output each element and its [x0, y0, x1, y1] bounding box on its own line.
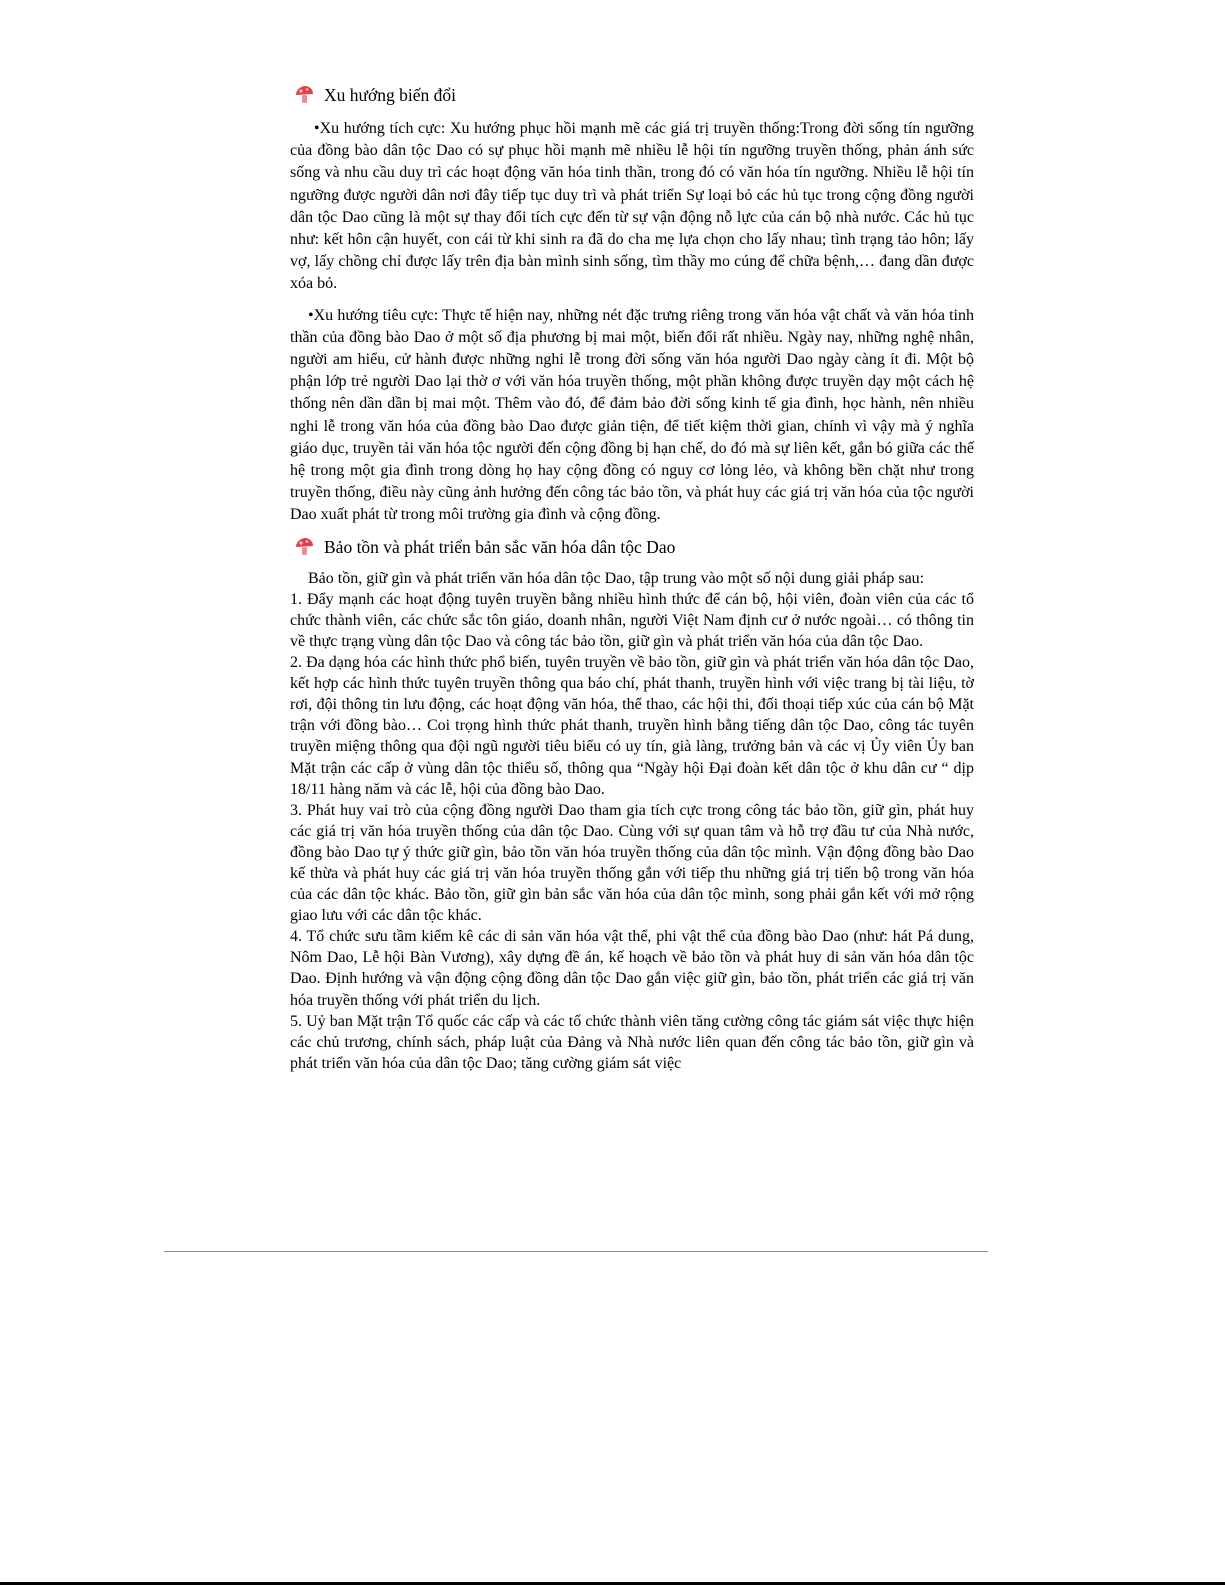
- list-item: 2. Đa dạng hóa các hình thức phổ biến, tuyên truyền về bảo tồn, giữ gìn và phát triển văn hóa dân tộc Dao, kết hợp các hình thức tuyên truyền thông qua báo chí, phát thanh, truyền hình với việc trang bị tài liệu, tờ rơi, đội thông tin lưu động, các hoạt động văn hóa, thể thao, các hội thi, đối thoại tiếp xúc của cán bộ Mặt trận với đồng bào… Coi trọng hình thức phát thanh, truyền hình bằng tiếng dân tộc Dao, công tác tuyên truyền miệng thông qua đội ngũ người tiêu biểu có uy tín, già làng, trưởng bản và các vị Ủy viên Ủy ban Mặt trận các cấp ở vùng dân tộc thiểu số, thông qua “Ngày hội Đại đoàn kết dân tộc ở khu dân cư “ dịp 18/11 hàng năm và các lễ, hội của đồng bào Dao.: [290, 654, 974, 798]
- paragraph-positive-trend: •Xu hướng tích cực: Xu hướng phục hồi mạnh mẽ các giá trị truyền thống:Trong đời sống tín ngưỡng của đồng bào dân tộc Dao có sự phục hồi mạnh mẽ nhiều lễ hội tín ngưỡng truyền thống, phản ánh sức sống và nhu cầu duy trì các hoạt động văn hóa tinh thần, trong đó có văn hóa tín ngưỡng. Nhiều lễ hội tín ngưỡng được người dân nơi đây tiếp tục duy trì và phát triển Sự loại bỏ các hủ tục trong cộng đồng người dân tộc Dao cũng là một sự thay đổi tích cực đến từ sự vận động nỗ lực của cán bộ nhà nước. Các hủ tục như: kết hôn cận huyết, con cái từ khi sinh ra đã do cha mẹ lựa chọn cho lấy nhau; tình trạng tảo hôn; lấy vợ, lấy chồng chỉ được lấy trên địa bàn mình sinh sống, tìm thầy mo cúng để chữa bệnh,… đang dần được xóa bỏ.: [290, 120, 974, 293]
- paragraph-negative-trend: •Xu hướng tiêu cực: Thực tế hiện nay, những nét đặc trưng riêng trong văn hóa vật chất và văn hóa tinh thần của đồng bào Dao ở một số địa phương bị mai một, biến đổi rất nhiều. Ngày nay, những nghệ nhân, người am hiểu, cử hành được những nghi lễ trong đời sống văn hóa người Dao ngày càng ít đi. Một bộ phận lớp trẻ người Dao lại thờ ơ với văn hóa truyền thống, một phần không được truyền dạy một cách hệ thống nên dần dần bị mai một. Thêm vào đó, để đảm bảo đời sống kinh tế gia đình, học hành, nên nhiều nghi lễ trong văn hóa của đồng bào Dao được giản tiện, để tiết kiệm thời gian, chính vì vậy mà ý nghĩa giáo dục, truyền tải văn hóa tộc người đến cộng đồng bị hạn chế, do đó mà sự liên kết, gắn bó giữa các thế hệ trong một gia đình trong dòng họ hay cộng đồng có nguy cơ lỏng lẻo, và không bền chặt như trong truyền thống, điều này cũng ảnh hưởng đến công tác bảo tồn, và phát huy các giá trị văn hóa của tộc người Dao xuất phát từ trong môi trường gia đình và cộng đồng.: [290, 306, 974, 524]
- mushroom-bullet-icon: [294, 85, 314, 105]
- section-heading-preservation: [290, 534, 974, 560]
- list-item: 1. Đẩy mạnh các hoạt động tuyên truyền bằng nhiều hình thức để cán bộ, hội viên, đoàn viên của các tổ chức thành viên, các chức sắc tôn giáo, doanh nhân, người Việt Nam định cư ở nước ngoài… có thông tin về thực trạng vùng dân tộc Dao và công tác bảo tồn, giữ gìn và phát triển văn hóa của dân tộc Dao.: [290, 590, 974, 650]
- list-item: 4. Tổ chức sưu tầm kiểm kê các di sản văn hóa vật thể, phi vật thể của đồng bào Dao (như: hát Pá dung, Nôm Dao, Lễ hội Bàn Vương), xây dựng đề án, kế hoạch về bảo tồn và phát huy di sản văn hóa dân tộc Dao. Định hướng và vận động cộng đồng dân tộc Dao gắn việc giữ gìn, bảo tồn, phát triển các giá trị văn hóa truyền thống với phát triển du lịch.: [290, 928, 974, 1009]
- list-item: 3. Phát huy vai trò của cộng đồng người Dao tham gia tích cực trong công tác bảo tồn, giữ gìn, phát huy các giá trị văn hóa truyền thống của dân tộc Dao. Cùng với sự quan tâm và hỗ trợ đầu tư của Nhà nước, đồng bào Dao tự ý thức giữ gìn, bảo tồn văn hóa truyền thống của dân tộc mình. Vận động đồng bào Dao kế thừa và phát huy các giá trị văn hóa truyền thống gắn với tiếp thu những giá trị tiến bộ trong văn hóa của các dân tộc khác. Bảo tồn, giữ gìn bản sắc văn hóa của dân tộc mình, song phải gắn kết với mở rộng giao lưu với các dân tộc khác.: [290, 801, 974, 925]
- list-item: 5. Uỷ ban Mặt trận Tổ quốc các cấp và các tổ chức thành viên tăng cường công tác giám sát việc thực hiện các chủ trương, chính sách, pháp luật của Đảng và Nhà nước liên quan đến công tác bảo tồn, giữ gìn và phát triển văn hóa của dân tộc Dao; tăng cường giám sát việc: [290, 1012, 974, 1072]
- paragraph-intro: Bảo tồn, giữ gìn và phát triển văn hóa dân tộc Dao, tập trung vào một số nội dung giải pháp sau:: [308, 569, 925, 587]
- mushroom-bullet-icon: [294, 537, 314, 557]
- page-footer-divider: [164, 1251, 988, 1252]
- section-heading-text: Xu hướng biến đổi: [324, 85, 456, 105]
- document-page: [290, 82, 974, 1074]
- section-heading-trends: [290, 82, 974, 108]
- section-heading-text: Bảo tồn và phát triển bản sắc văn hóa dân tộc Dao: [324, 536, 676, 557]
